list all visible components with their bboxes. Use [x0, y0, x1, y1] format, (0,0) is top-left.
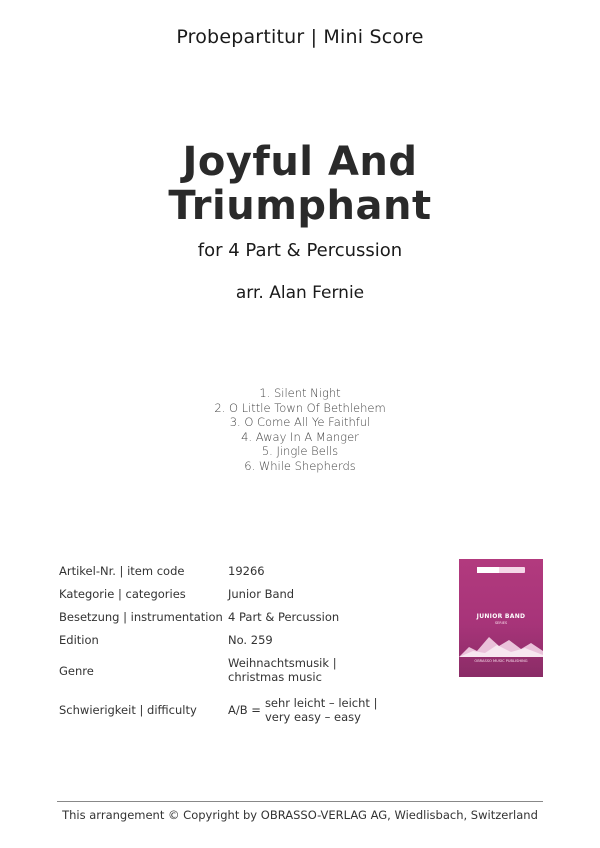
contents-list	[0, 386, 600, 474]
info-label: Schwierigkeit | difficulty	[59, 703, 197, 717]
contents-item: 4. Away In A Manger	[241, 429, 359, 444]
genre-line-2: christmas music	[228, 670, 322, 684]
info-label: Edition	[59, 633, 99, 647]
footer-divider	[57, 801, 543, 802]
cover-thumbnail	[459, 559, 543, 677]
score-title-line-1: Joyful And	[182, 139, 418, 185]
product-info-table	[59, 564, 439, 724]
info-row-genre	[59, 656, 439, 696]
copyright-footer: This arrangement © Copyright by OBRASSO-VERLAG AG, Wiedlisbach, Switzerland	[62, 808, 538, 822]
info-value: No. 259	[228, 633, 273, 647]
info-value	[228, 656, 439, 684]
info-row-difficulty	[59, 696, 439, 724]
arranger-credit: arr. Alan Fernie	[235, 283, 365, 303]
score-title-line-2: Triumphant	[168, 183, 432, 229]
difficulty-line-2: very easy – easy	[264, 710, 361, 724]
cover-publisher: OBRASSO MUSIC PUBLISHING	[474, 659, 528, 663]
contents-item: 5. Jingle Bells	[261, 444, 339, 459]
info-row-instrumentation	[59, 610, 439, 633]
score-title	[0, 140, 600, 228]
info-value: 19266	[228, 564, 265, 578]
page-header: Probepartitur | Mini Score	[176, 26, 424, 48]
info-label: Artikel-Nr. | item code	[59, 564, 185, 578]
cover-series-title: JUNIOR BAND	[476, 613, 526, 620]
cover-series-subtitle: SERIES	[494, 621, 508, 625]
info-label: Kategorie | categories	[59, 587, 186, 601]
difficulty-line-1: sehr leicht – leicht |	[264, 696, 378, 710]
info-row-categories	[59, 587, 439, 610]
info-value: Junior Band	[228, 587, 295, 601]
info-row-edition	[59, 633, 439, 656]
difficulty-grade: A/B =	[228, 703, 261, 717]
contents-item: 6. While Shepherds	[244, 458, 356, 473]
info-row-item-code	[59, 564, 439, 587]
info-value	[228, 696, 439, 724]
info-label: Genre	[59, 664, 94, 678]
mountain-icon	[459, 633, 543, 657]
info-value: 4 Part & Percussion	[228, 610, 340, 624]
info-label: Besetzung | instrumentation	[59, 610, 223, 624]
contents-item: 1. Silent Night	[259, 386, 341, 400]
score-subtitle: for 4 Part & Percussion	[197, 240, 403, 261]
publisher-logo-mark-icon	[477, 567, 499, 573]
contents-item: 3. O Come All Ye Faithful	[229, 415, 371, 430]
contents-item: 2. O Little Town Of Bethlehem	[214, 400, 386, 415]
difficulty-text	[265, 696, 378, 724]
genre-line-1: Weihnachtsmusik |	[228, 656, 337, 670]
